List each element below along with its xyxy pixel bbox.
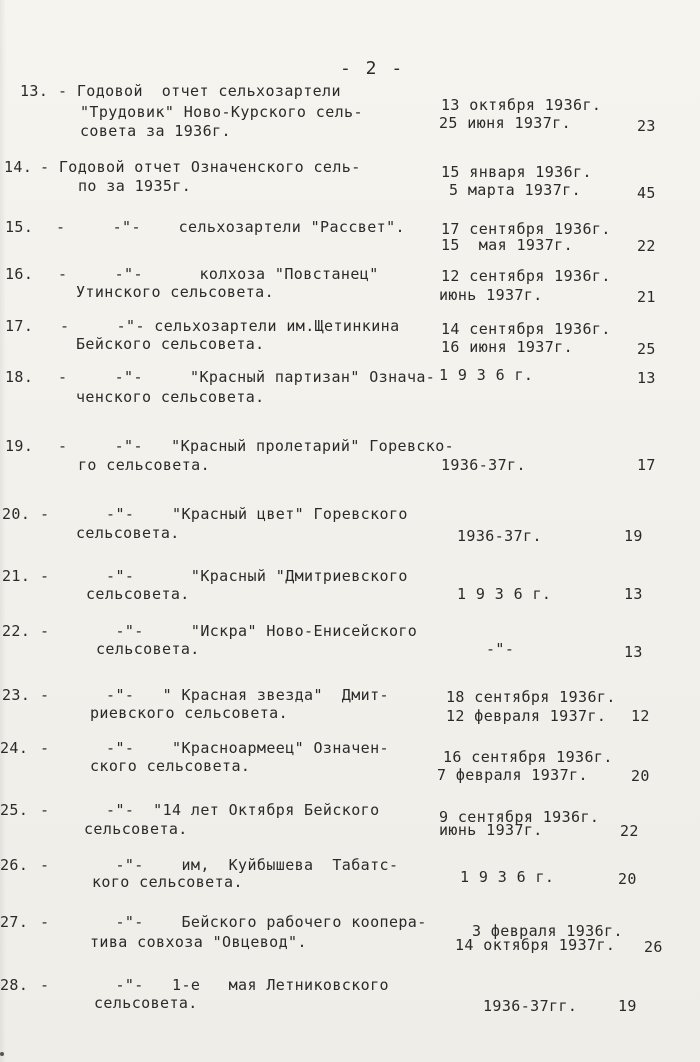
entry-date-end: июнь 1937г. bbox=[439, 286, 543, 304]
entry-date-end: 5 марта 1937г. bbox=[449, 181, 582, 199]
entry-pages: 23 bbox=[637, 117, 656, 135]
entry-title-line: сельсовета. bbox=[96, 640, 200, 658]
entry-pages: 22 bbox=[637, 237, 656, 255]
entry-number: 13. bbox=[20, 82, 49, 100]
entry-date-end: июнь 1937г. bbox=[439, 821, 543, 839]
entry-title-line: - -"- "Красный партизан" Означа- bbox=[58, 368, 436, 386]
entry-title-line: "Трудовик" Ново-Курского сель- bbox=[80, 103, 363, 121]
entry-pages: 26 bbox=[644, 938, 663, 956]
entry-title-line: кого сельсовета. bbox=[92, 873, 243, 891]
entry-date-start: 15 января 1936г. bbox=[441, 163, 592, 181]
entry-title-line: риевского сельсовета. bbox=[90, 704, 289, 722]
entry-title-line: - -"- Бейского рабочего коопера- bbox=[40, 913, 427, 931]
entry-title-line: - Годовой отчет Означенского сель- bbox=[40, 158, 361, 176]
entry-title-line: - -"- "Красный пролетарий" Горевско- bbox=[58, 437, 455, 455]
entry-pages: 13 bbox=[637, 369, 656, 387]
entry-date-start: 1936-37г. bbox=[457, 527, 542, 545]
entry-title-line: Бейского сельсовета. bbox=[76, 335, 265, 353]
entry-date-start: 13 октября 1936г. bbox=[441, 96, 602, 114]
entry-pages: 45 bbox=[637, 184, 656, 202]
entry-date-start: 1 9 3 6 г. bbox=[457, 585, 552, 603]
entry-title-line: Утинского сельсовета. bbox=[76, 283, 275, 301]
entry-pages: 25 bbox=[637, 340, 656, 358]
entry-pages: 13 bbox=[624, 585, 643, 603]
entry-number: 14. bbox=[4, 158, 33, 176]
entry-date-start: 1936-37г. bbox=[441, 456, 526, 474]
entry-number: 24. bbox=[0, 739, 29, 757]
entry-date-start: 17 сентября 1936г. bbox=[441, 220, 611, 238]
entry-title-line: - Годовой отчет сельхозартели bbox=[58, 82, 341, 100]
entry-number: 16. bbox=[5, 265, 34, 283]
entry-number: 15. bbox=[5, 218, 34, 236]
entry-number: 23. bbox=[2, 686, 31, 704]
entry-number: 17. bbox=[5, 317, 34, 335]
entry-title-line: - -"- "Красный "Дмитриевского bbox=[40, 567, 408, 585]
entry-title-line: тива совхоза "Овцевод". bbox=[90, 933, 307, 951]
entry-title-line: сельсовета. bbox=[84, 820, 188, 838]
entry-pages: 17 bbox=[637, 456, 656, 474]
entry-pages: 22 bbox=[620, 822, 639, 840]
entry-title-line: - -"- "14 лет Октября Бейского bbox=[40, 801, 380, 819]
entry-date-start: 1 9 3 6 г. bbox=[460, 868, 555, 886]
entry-number: 21. bbox=[2, 567, 31, 585]
entry-number: 26. bbox=[0, 856, 29, 874]
entry-title-line: - -"- им, Куйбышева Табатс- bbox=[40, 856, 399, 874]
entry-title-line: - -"- " Красная звезда" Дмит- bbox=[40, 686, 389, 704]
entry-title-line: - -"- "Красный цвет" Горевского bbox=[40, 505, 408, 523]
entry-title-line: сельсовета. bbox=[94, 994, 198, 1012]
entry-title-line: ченского сельсовета. bbox=[76, 388, 265, 406]
entry-pages: 21 bbox=[637, 288, 656, 306]
entry-number: 18. bbox=[5, 368, 34, 386]
entry-title-line: по за 1935г. bbox=[78, 177, 192, 195]
entry-date-end: 25 июня 1937г. bbox=[439, 114, 572, 132]
entry-date-start: 16 сентября 1936г. bbox=[443, 748, 613, 766]
entry-date-start: 14 сентября 1936г. bbox=[441, 320, 611, 338]
entry-pages: 13 bbox=[624, 643, 643, 661]
entry-title-line: - -"- "Искра" Ново-Енисейского bbox=[40, 622, 418, 640]
entry-title-line: - -"- 1-е мая Летниковского bbox=[40, 976, 389, 994]
entry-pages: 20 bbox=[631, 767, 650, 785]
entry-title-line: совета за 1936г. bbox=[80, 122, 231, 140]
entry-date-start: 18 сентября 1936г. bbox=[446, 688, 616, 706]
entry-date-start: 3 февраля 1936г. bbox=[472, 922, 623, 940]
entry-pages: 20 bbox=[618, 870, 637, 888]
entry-pages: 12 bbox=[631, 707, 650, 725]
entry-date-end: 16 июня 1937г. bbox=[441, 338, 574, 356]
entry-number: 28. bbox=[0, 976, 29, 994]
entry-date-end: 15 мая 1937г. bbox=[441, 236, 574, 254]
page-number: - 2 - bbox=[340, 58, 405, 79]
entry-title-line: - -"- "Красноармеец" Означен- bbox=[40, 739, 389, 757]
entry-number: 22. bbox=[2, 622, 31, 640]
entry-title-line: - -"- сельхозартели "Рассвет". bbox=[56, 218, 405, 236]
entry-pages: 19 bbox=[618, 997, 637, 1015]
entry-date-start: -"- bbox=[486, 640, 515, 658]
entry-title-line: - -"- колхоза "Повстанец" bbox=[58, 265, 379, 283]
entry-title-line: сельсовета. bbox=[76, 524, 180, 542]
entry-number: 27. bbox=[0, 913, 29, 931]
entry-title-line: го сельсовета. bbox=[78, 456, 211, 474]
entry-pages: 19 bbox=[624, 527, 643, 545]
entry-date-start: 1 9 3 6 г. bbox=[439, 366, 534, 384]
entry-date-end: 12 февраля 1937г. bbox=[446, 707, 607, 725]
entry-number: 25. bbox=[0, 801, 29, 819]
margin-dot bbox=[0, 1052, 4, 1056]
entry-date-start: 9 сентября 1936г. bbox=[439, 808, 600, 826]
entry-date-end: 7 февраля 1937г. bbox=[437, 766, 588, 784]
entry-date-start: 12 сентября 1936г. bbox=[441, 267, 611, 285]
entry-number: 19. bbox=[5, 437, 34, 455]
entry-date-start: 1936-37гг. bbox=[483, 997, 578, 1015]
entry-title-line: - -"- сельхозартели им.Щетинкина bbox=[60, 317, 400, 335]
entry-date-end: 14 октября 1937г. bbox=[455, 936, 616, 954]
entry-title-line: ского сельсовета. bbox=[90, 757, 251, 775]
entry-number: 20. bbox=[2, 505, 31, 523]
entry-title-line: сельсовета. bbox=[86, 585, 190, 603]
